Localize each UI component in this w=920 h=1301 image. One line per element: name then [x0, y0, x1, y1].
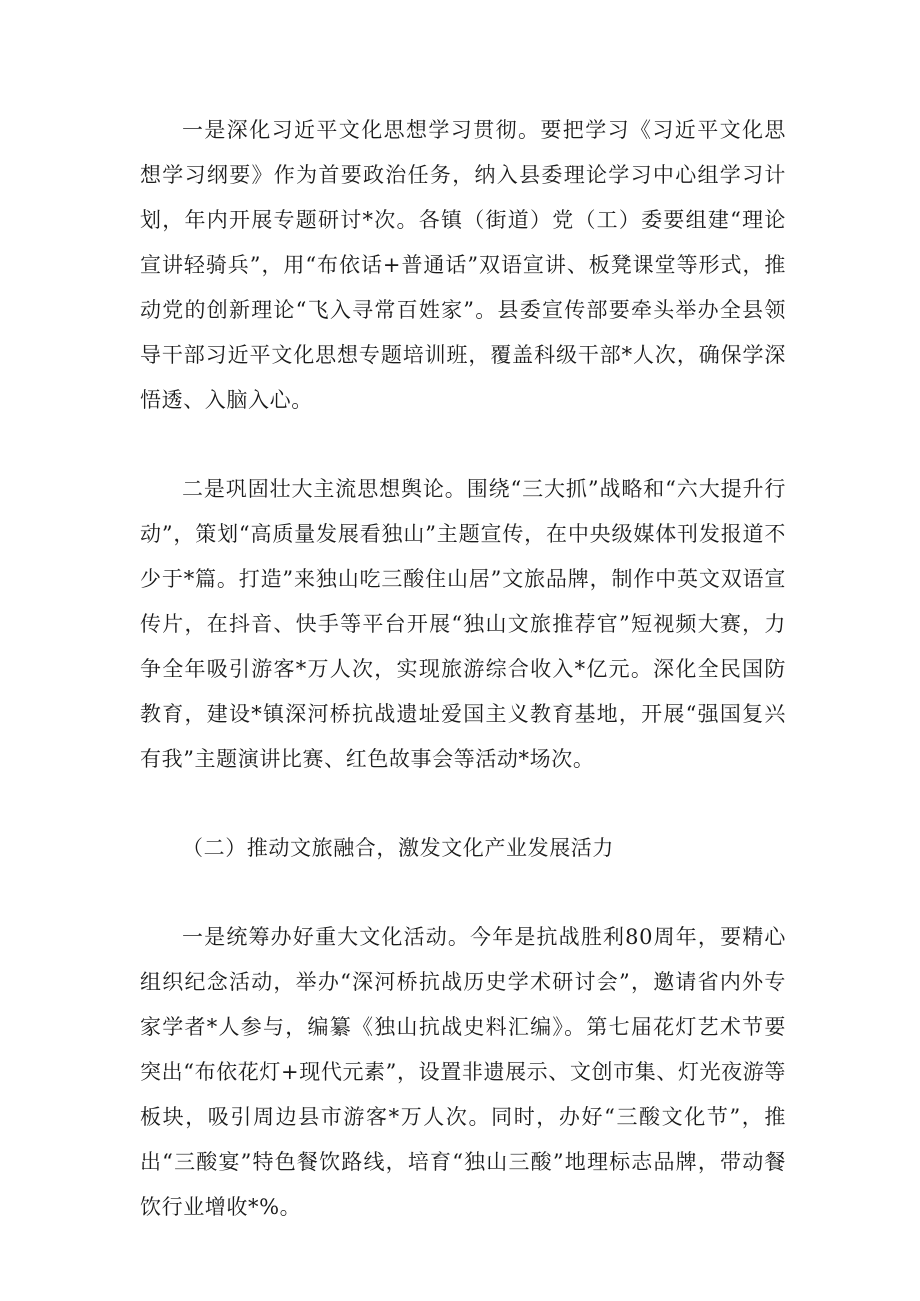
paragraph-major-cultural-events: 一是统筹办好重大文化活动。今年是抗战胜利80周年，要精心组织纪念活动，举办“深河桥抗战历史学术研讨会”，邀请省内外专家学者*人参与，编纂《独山抗战史料汇编》。第七届花灯艺术节要突出“布依花灯+现代元素”，设置非遗展示、文创市集、灯光夜游等板块，吸引周边县市游客*万人次。同时，办好“三酸文化节”，推出“三酸宴”特色餐饮路线，培育“独山三酸”地理标志品牌，带动餐饮行业增收*%。	[140, 925, 786, 1219]
section-heading-culture-tourism: （二）推动文旅融合，激发文化产业发展活力	[182, 836, 614, 860]
paragraph-culture-thought-study: 一是深化习近平文化思想学习贯彻。要把学习《习近平文化思想学习纲要》作为首要政治任务，纳入县委理论学习中心组学习计划，年内开展专题研讨*次。各镇（街道）党（工）委要组建“理论宣讲轻骑兵”，用“布依话+普通话”双语宣讲、板凳课堂等形式，推动党的创新理论“飞入寻常百姓家”。县委宣传部要牵头举办全县领导干部习近平文化思想专题培训班，覆盖科级干部*人次，确保学深悟透、入脑入心。	[140, 118, 786, 412]
paragraph-gap	[140, 782, 786, 826]
paragraph-gap	[140, 871, 786, 915]
paragraph-mainstream-opinion: 二是巩固壮大主流思想舆论。围绕“三大抓”战略和“六大提升行动”，策划“高质量发展看独山”主题宣传，在中央级媒体刊发报道不少于*篇。打造”来独山吃三酸住山居”文旅品牌，制作中英文双语宣传片，在抖音、快手等平台开展“独山文旅推荐官”短视频大赛，力争全年吸引游客*万人次，实现旅游综合收入*亿元。深化全民国防教育，建设*镇深河桥抗战遗址爱国主义教育基地，开展“强国复兴有我”主题演讲比赛、红色故事会等活动*场次。	[140, 477, 786, 771]
paragraph-gap	[140, 423, 786, 467]
document-body	[140, 108, 786, 1230]
